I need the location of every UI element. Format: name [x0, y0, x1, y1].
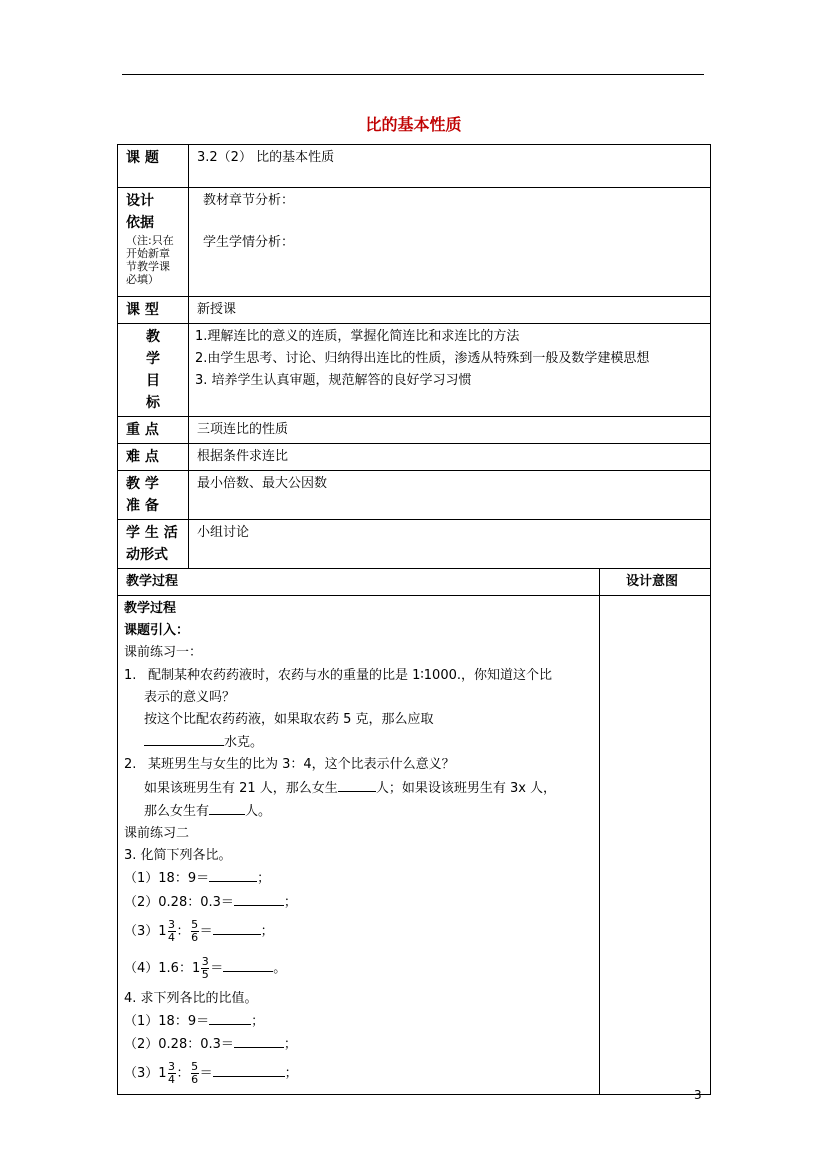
label-type: 课 型 — [118, 297, 189, 324]
question-3-3: （3）1 $\frac{3}{4}$ ： $\frac{5}{6}$ ＝ ； — [124, 917, 274, 944]
row-process-header — [118, 569, 711, 596]
row-key — [118, 417, 711, 444]
label-key: 重 点 — [118, 417, 189, 444]
answer-blank — [234, 1033, 284, 1048]
goals-char: 目 — [146, 373, 160, 389]
prep-label1: 教 学 — [126, 476, 159, 492]
basis-line2: 学生学情分析： — [203, 235, 295, 250]
label-basis-text: 设计依据 — [126, 193, 154, 231]
label-prep — [118, 471, 189, 520]
label-basis-note: （注:只在开始新章节教学课必填） — [126, 234, 174, 286]
value-topic: 3.2（2） 比的基本性质 — [189, 145, 711, 188]
activity-label2: 动形式 — [126, 547, 168, 563]
fraction-3-4: $\frac{3}{4}$ — [168, 1060, 176, 1087]
fraction-5-6: $\frac{5}{6}$ — [191, 1060, 199, 1087]
question-3-2: （2）0.28：0.3＝ ； — [124, 891, 591, 914]
question-4-2: （2）0.28：0.3＝ ； — [124, 1033, 591, 1056]
answer-blank — [234, 891, 284, 906]
process-heading: 教学过程 — [124, 601, 177, 616]
row-goals — [118, 324, 711, 417]
answer-blank — [213, 920, 261, 935]
exercise1-title: 课前练习一： — [124, 645, 203, 661]
question-2: 2. 某班男生与女生的比为 3：4，这个比表示什么意义？ — [124, 757, 455, 773]
value-goals — [189, 324, 711, 417]
value-type: 新授课 — [189, 297, 711, 324]
label-topic: 课 题 — [118, 145, 189, 188]
page-title: 比的基本性质 — [365, 115, 462, 134]
goals-char: 教 — [146, 329, 160, 345]
label-activity — [118, 520, 189, 569]
header-intent: 设计意图 — [600, 569, 711, 596]
answer-blank — [338, 777, 376, 792]
intent-content — [600, 596, 711, 1095]
prep-label2: 准 备 — [126, 498, 159, 514]
question-1-cont: 表示的意义吗？ — [144, 689, 236, 705]
question-4-3: （3）1 $\frac{3}{4}$ ： $\frac{5}{6}$ ＝ ； — [124, 1060, 298, 1087]
label-basis — [118, 188, 189, 297]
goal-item: 2.由学生思考、讨论、归纳得出连比的性质，渗透从特殊到一般及数学建模思想 — [195, 351, 650, 366]
value-basis — [189, 188, 711, 297]
exercise2-title: 课前练习二 — [124, 826, 190, 842]
question-3-4: （4）1.6：1 $\frac{3}{5}$ ＝ 。 — [124, 954, 287, 981]
row-process-body — [118, 596, 711, 1095]
row-topic — [118, 145, 711, 188]
answer-blank — [213, 1062, 285, 1077]
question-4: 4. 求下列各比的比值。 — [124, 990, 258, 1006]
label-difficult: 难 点 — [118, 444, 189, 471]
row-prep — [118, 471, 711, 520]
question-4-1: （1）18：9＝ ； — [124, 1010, 591, 1033]
question-3: 3. 化简下列各比。 — [124, 848, 232, 864]
answer-blank — [209, 867, 257, 882]
question-1-blank-line: 水克。 — [124, 731, 591, 754]
goals-char: 标 — [146, 395, 160, 411]
answer-blank — [223, 957, 273, 972]
row-difficult — [118, 444, 711, 471]
answer-blank — [209, 800, 245, 815]
lesson-plan-table — [117, 144, 711, 1095]
fraction-3-4: $\frac{3}{4}$ — [168, 917, 176, 944]
activity-label1: 学 生 活 — [126, 525, 178, 541]
value-activity: 小组讨论 — [189, 520, 711, 569]
goal-item: 3. 培养学生认真审题，规范解答的良好学习习惯 — [195, 373, 472, 388]
goals-char: 学 — [146, 351, 160, 367]
row-type — [118, 297, 711, 324]
goal-item: 1.理解连比的意义的连质，掌握化简连比和求连比的方法 — [195, 329, 520, 344]
process-content — [118, 596, 600, 1095]
row-basis — [118, 188, 711, 297]
label-goals — [118, 324, 189, 417]
value-prep: 最小倍数、最大公因数 — [189, 471, 711, 520]
row-activity — [118, 520, 711, 569]
value-difficult: 根据条件求连比 — [189, 444, 711, 471]
process-intro: 课题引入： — [124, 623, 190, 639]
value-key: 三项连比的性质 — [189, 417, 711, 444]
question-2-sub2: 那么女生有 人。 — [124, 800, 591, 823]
answer-blank — [209, 1010, 251, 1025]
fraction-5-6: $\frac{5}{6}$ — [191, 917, 199, 944]
question-1-sub: 按这个比配农药药液，如果取农药 5 克，那么应取 — [144, 712, 434, 728]
question-2-sub1: 如果该班男生有 21 人，那么女生 人；如果设该班男生有 3x 人， — [124, 777, 591, 800]
question-3-1: （1）18：9＝ ； — [124, 867, 591, 890]
header-rule — [122, 74, 704, 75]
fraction-3-5: $\frac{3}{5}$ — [201, 954, 209, 981]
question-1: 1. 配制某种农药药液时，农药与水的重量的比是 1∶1000.，你知道这个比 — [124, 667, 553, 683]
basis-line1: 教材章节分析： — [203, 193, 295, 208]
header-process: 教学过程 — [118, 569, 600, 596]
answer-blank — [144, 731, 224, 746]
page-number: 3 — [694, 1088, 702, 1102]
